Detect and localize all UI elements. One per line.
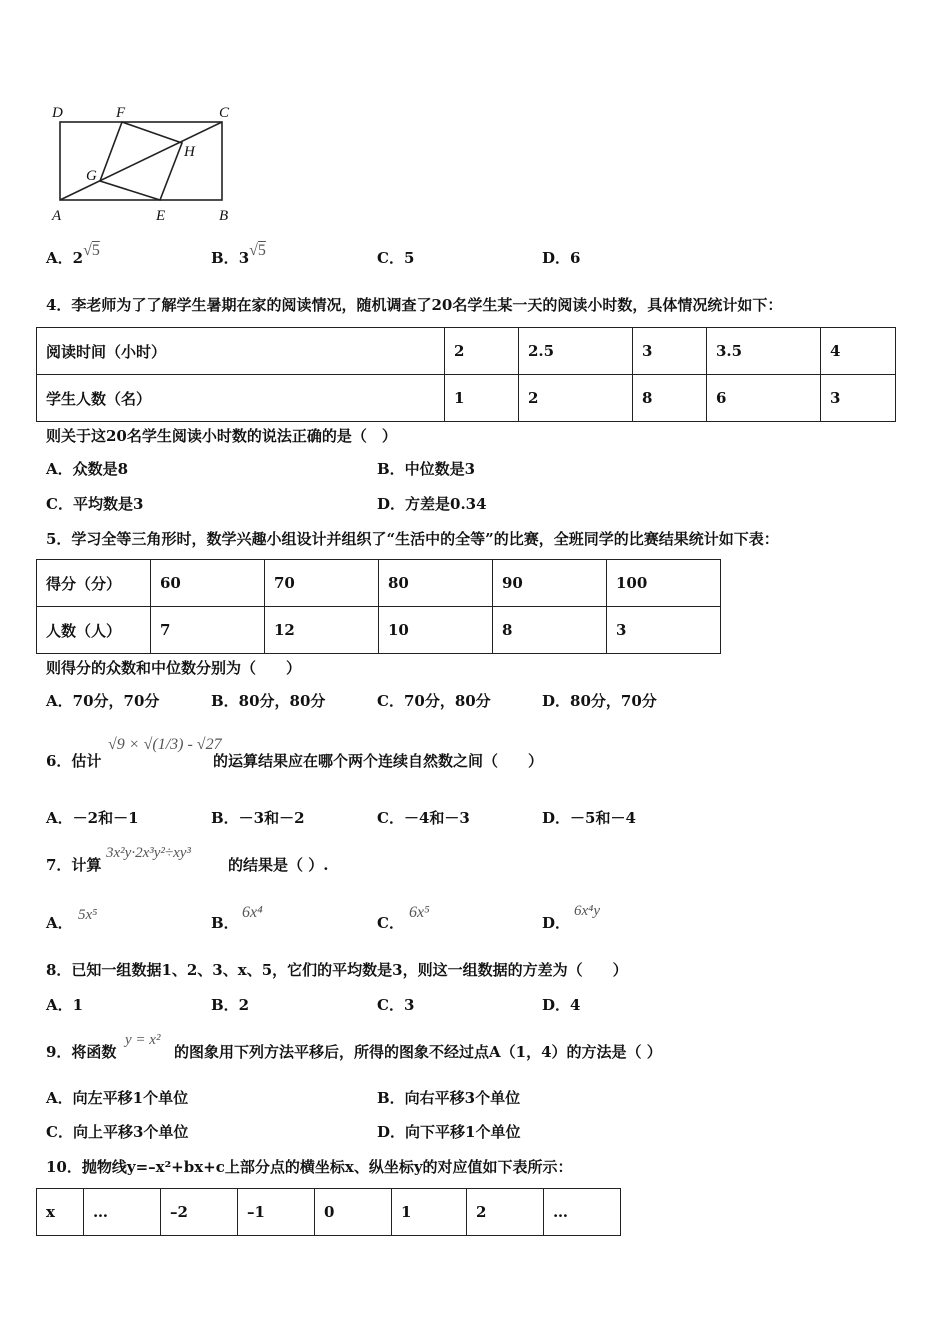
option-radicand: 5 [257, 242, 266, 259]
q9-expression: y = x² [125, 1032, 161, 1048]
q6-option-d: D．－5和－4 [542, 809, 636, 827]
q8-option-c: C．3 [377, 996, 415, 1014]
label-f: F [116, 105, 126, 121]
q10-stem: 10．抛物线y=–x²+bx+c上部分点的横坐标x、纵坐标y的对应值如下表所示： [46, 1158, 573, 1176]
table-cell: 2 [445, 328, 519, 375]
q9-option-b: B．向右平移3个单位 [377, 1089, 521, 1107]
q4-table [36, 327, 896, 422]
table-cell: 3 [821, 375, 896, 422]
table-row [37, 328, 896, 375]
table-cell: 90 [493, 560, 607, 607]
q7-option-c: C． [377, 914, 404, 932]
table-cell: 得分（分） [37, 560, 151, 607]
q7-option-d: D． [542, 914, 571, 932]
q7-expression: 3x²y·2x³y²÷xy³ [106, 845, 191, 861]
table-cell: 2 [467, 1189, 544, 1236]
q4-option-b: B．中位数是3 [377, 460, 476, 478]
table-cell: 12 [265, 607, 379, 654]
q5-table [36, 559, 721, 654]
label-c: C [219, 105, 230, 121]
q8-option-b: B．2 [211, 996, 250, 1014]
q9-option-d: D．向下平移1个单位 [377, 1123, 521, 1141]
option-radicand: 5 [91, 242, 100, 259]
table-cell: 2.5 [519, 328, 633, 375]
q5-option-d: D．80分，70分 [542, 692, 657, 710]
label-b: B [219, 208, 229, 224]
q4-question: 则关于这20名学生阅读小时数的说法正确的是（ ） [46, 427, 397, 445]
q7-option-b: B． [211, 914, 239, 932]
table-cell: 0 [315, 1189, 392, 1236]
q5-stem: 5．学习全等三角形时，数学兴趣小组设计并组织了“生活中的全等”的比赛，全班同学的比赛结果统计如下表： [46, 530, 779, 548]
table-cell: 阅读时间（小时） [37, 328, 445, 375]
q7-option-a-expr: 5x⁵ [78, 907, 98, 923]
q7-suffix: 的结果是（ ）. [228, 856, 329, 874]
q3-option-c [377, 249, 414, 267]
q7-prefix: 7．计算 [46, 856, 102, 874]
label-e: E [156, 208, 166, 224]
table-cell: 100 [607, 560, 721, 607]
q5-option-a: A．70分，70分 [46, 692, 160, 710]
table-cell: … [544, 1189, 621, 1236]
table-cell: 80 [379, 560, 493, 607]
q5-question: 则得分的众数和中位数分别为（ ） [46, 659, 302, 677]
table-row [37, 560, 721, 607]
table-cell: 10 [379, 607, 493, 654]
table-cell: 60 [151, 560, 265, 607]
q6-expression: √9 × √(1/3) - √27 [108, 736, 222, 753]
diagonal-ac [60, 122, 222, 200]
table-cell: 2 [519, 375, 633, 422]
table-cell: x [37, 1189, 84, 1236]
q5-option-c: C．70分，80分 [377, 692, 491, 710]
q4-option-d: D．方差是0.34 [377, 495, 487, 513]
option-letter: C． [377, 249, 404, 267]
q9-option-a: A．向左平移1个单位 [46, 1089, 189, 1107]
q5-option-b: B．80分，80分 [211, 692, 326, 710]
q3-option-a: A．2√5 [46, 242, 100, 267]
q4-option-c: C．平均数是3 [46, 495, 144, 513]
table-row [37, 1189, 621, 1236]
q8-option-d: D．4 [542, 996, 581, 1014]
option-letter: A． [46, 249, 73, 267]
q7-option-d-expr: 6x⁴y [574, 903, 601, 919]
q6-prefix: 6．估计 [46, 752, 102, 770]
label-g: G [86, 168, 97, 184]
q8-option-a: A．1 [46, 996, 84, 1014]
q6-option-b: B．－3和－2 [211, 809, 305, 827]
table-cell: 3.5 [707, 328, 821, 375]
table-cell: –2 [161, 1189, 238, 1236]
q3-option-b: B．3√5 [211, 242, 266, 267]
option-text: 6 [570, 249, 581, 267]
table-cell: 7 [151, 607, 265, 654]
q7-option-c-expr: 6x⁵ [409, 904, 430, 921]
option-letter: D． [542, 249, 571, 267]
table-cell: 4 [821, 328, 896, 375]
option-coef: 2 [72, 249, 84, 267]
table-cell: 人数（人） [37, 607, 151, 654]
label-a: A [52, 208, 62, 224]
q7-option-a: A． [46, 914, 73, 932]
q4-option-a: A．众数是8 [46, 460, 129, 478]
table-cell: 3 [633, 328, 707, 375]
q9-suffix: 的图象用下列方法平移后，所得的图象不经过点A（1，4）的方法是（ ） [174, 1043, 662, 1061]
q6-option-c: C．－4和－3 [377, 809, 470, 827]
q9-prefix: 9．将函数 [46, 1043, 117, 1061]
table-cell: 70 [265, 560, 379, 607]
label-h: H [184, 144, 195, 160]
q6-option-a: A．－2和－1 [46, 809, 139, 827]
option-letter: B． [211, 249, 239, 267]
table-cell: 8 [493, 607, 607, 654]
option-coef: 3 [238, 249, 250, 267]
table-cell: 学生人数（名） [37, 375, 445, 422]
q3-option-d [542, 249, 580, 267]
q4-stem: 4．李老师为了了解学生暑期在家的阅读情况，随机调查了20名学生某一天的阅读小时数，具体情况统计如下： [46, 296, 783, 314]
q10-table [36, 1188, 621, 1236]
table-cell: 1 [445, 375, 519, 422]
table-row [37, 607, 721, 654]
q7-option-b-expr: 6x⁴ [242, 904, 263, 921]
label-d: D [52, 105, 63, 121]
q6-suffix: 的运算结果应在哪个两个连续自然数之间（ ） [213, 752, 544, 770]
q8-stem: 8．已知一组数据1、2、3、x、5，它们的平均数是3，则这一组数据的方差为（ ） [46, 961, 628, 979]
option-text: 5 [403, 249, 415, 267]
q9-option-c: C．向上平移3个单位 [46, 1123, 189, 1141]
table-row [37, 375, 896, 422]
table-cell: 3 [607, 607, 721, 654]
table-cell: 8 [633, 375, 707, 422]
table-cell: –1 [238, 1189, 315, 1236]
table-cell: 1 [392, 1189, 467, 1236]
table-cell: 6 [707, 375, 821, 422]
table-cell: … [84, 1189, 161, 1236]
